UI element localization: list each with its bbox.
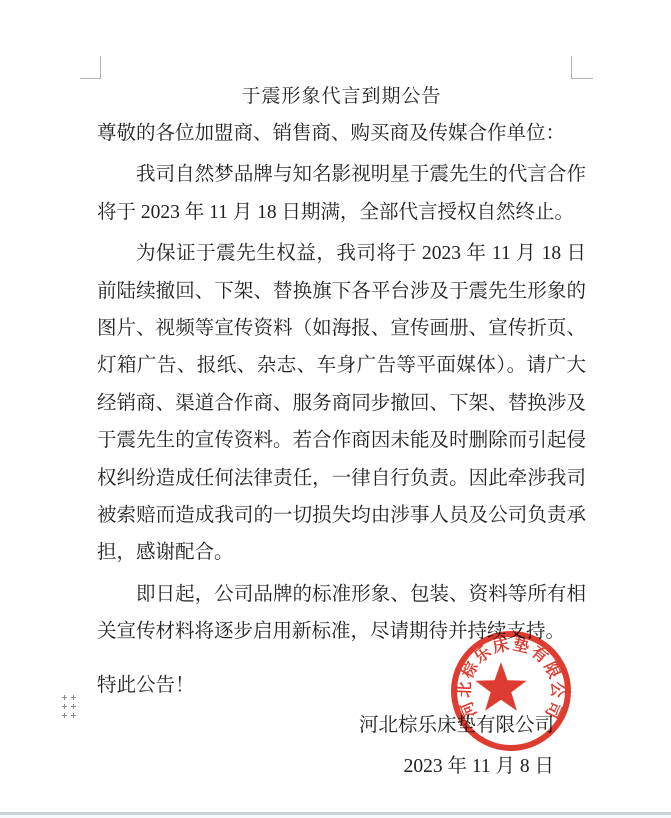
paragraph[interactable]: 即日起，公司品牌的标准形象、包装、资料等所有相关宣传材料将逐步启用新标准，尽请期待并持续支持。 — [97, 583, 586, 643]
cross-mark-icon — [71, 713, 76, 718]
document-title[interactable]: 于震形象代言到期公告 — [241, 86, 442, 107]
paragraph[interactable]: 我司自然梦品牌与知名影视明星于震先生的代言合作将于 2023 年 11 月 18 日期满，全部代言授权自然终止。 — [97, 164, 586, 223]
star-icon — [475, 662, 526, 711]
salutation-line[interactable]: 尊敬的各位加盟商、销售商、购买商及传媒合作单位： — [97, 123, 566, 144]
cross-mark-icon — [71, 704, 76, 709]
margin-crop-mark-top-right — [571, 56, 593, 79]
paragraph[interactable]: 为保证于震先生权益，我司将于 2023 年 11 月 18 日前陆续撤回、下架、替换旗下各平台涉及于震先生形象的图片、视频等宣传资料（如海报、宣传画册、宣传折页、灯箱广告、报纸、杂志、车身广告等平面媒体）。请广大经销商、渠道合作商、服务商同步撤回、下架、替换涉及于震先生的宣传资料。若合作商因未能及时删除而引起侵权纠纷造成任何法律责任，一律自行负责。因此牵涉我司被索赔而造成我司的一切损失均由涉事人员及公司负责承担，感谢配合。 — [97, 243, 586, 564]
cross-mark-icon — [62, 704, 67, 709]
cross-mark-icon — [71, 695, 76, 700]
signature-date[interactable]: 2023 年 11 月 8 日 — [403, 756, 554, 778]
closing-line[interactable]: 特此公告！ — [97, 674, 195, 696]
cross-mark-icon — [62, 713, 67, 718]
cross-mark-icon — [62, 695, 67, 700]
object-anchor-dots — [62, 695, 76, 718]
signature-company[interactable]: 河北棕乐床垫有限公司 — [358, 715, 554, 737]
margin-crop-mark-top-left — [80, 56, 101, 79]
seal-arc-text: 河北棕乐床垫有限公司 — [456, 636, 566, 723]
company-seal-stamp[interactable] — [449, 629, 577, 757]
